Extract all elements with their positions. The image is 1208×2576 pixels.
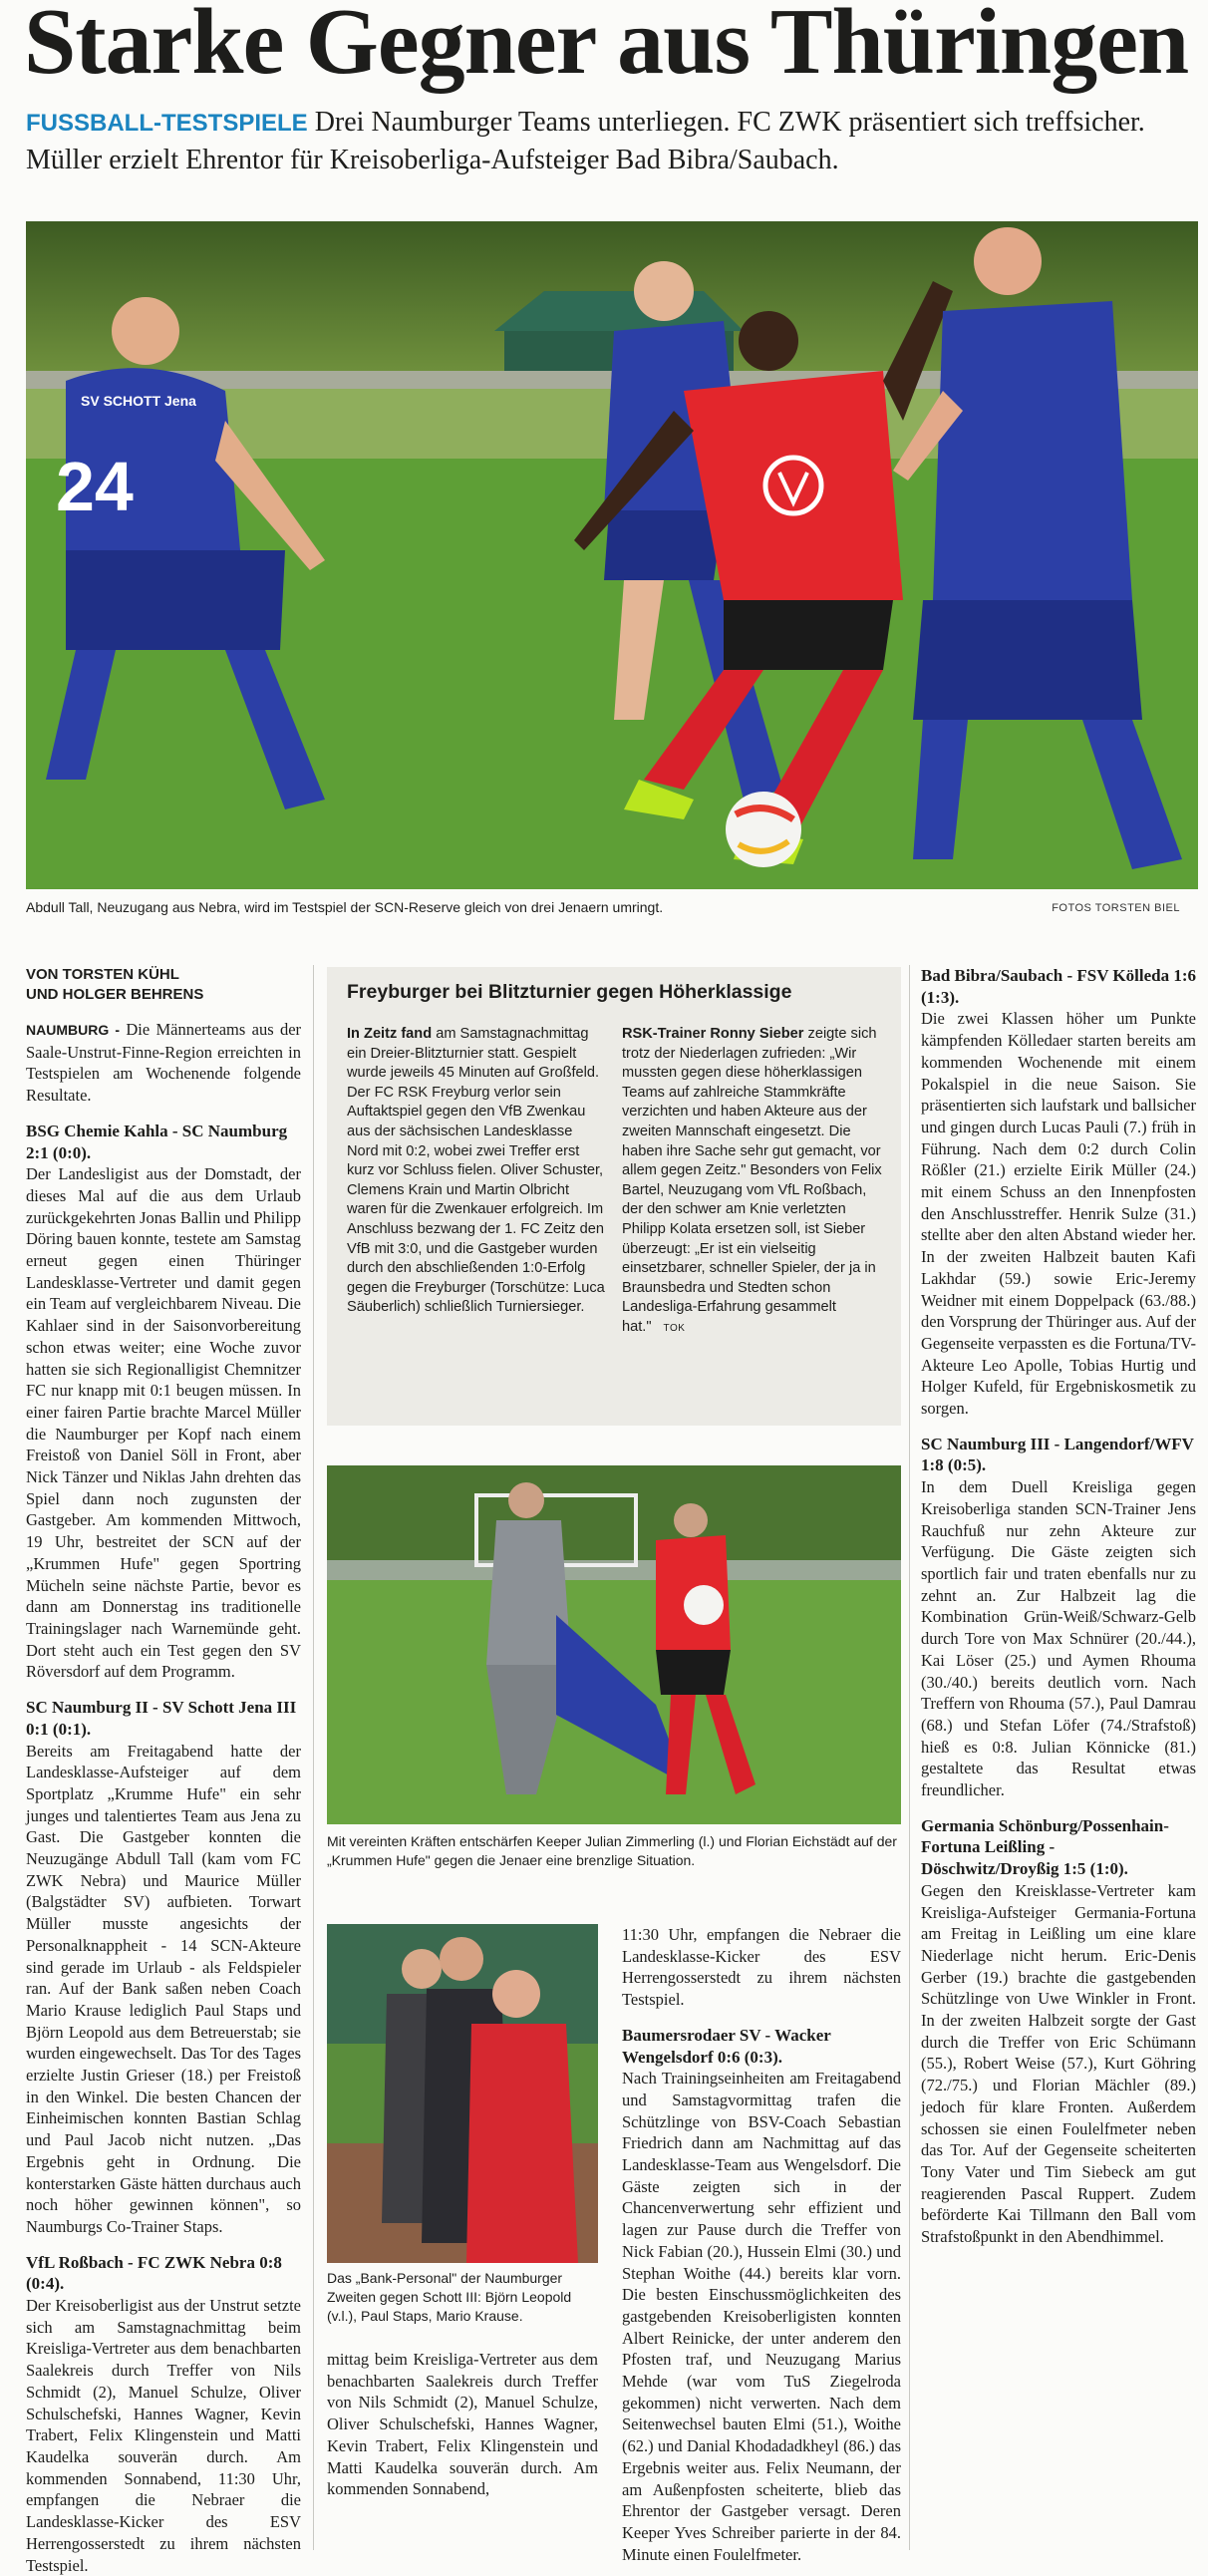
goalkeeper-photo bbox=[327, 1465, 901, 1824]
lede-kicker: FUSSBALL-TESTSPIELE bbox=[26, 110, 308, 137]
section-body: Die zwei Klassen höher um Punkte kämpfenden Kölledaer starten bereits am kommenden Wochenende mit einem Pokalspiel in die neue Saison. Sie präsentierten sich laufstark und ballsicher und gingen durch Lucas Pauli (7.) früh in Führung. Nach dem 0:2 durch Colin Rößler (21.) erzielte Eirik Müller (24.) mit einem Schuss an den Innenpfosten den Anschlusstreffer. Henrik Sulze (31.) stellte aber den alten Abstand wieder her. In der zweiten Halbzeit bauten Kafi Lakhdar (59.) sowie Eric-Jeremy Weidner mit einem Doppelpack (63./88.) den Vorsprung der Thüringer aus. Auf der Gegenseite verpassten es die Fortuna/TV-Akteure Leo Apolle, Tobias Hurtig und Holger Kufeld, für Ergebniskosmetik zu sorgen. bbox=[921, 1009, 1196, 1419]
info-box-right-lead: RSK-Trainer Ronny Sieber bbox=[622, 1026, 804, 1042]
football-match-illustration bbox=[26, 221, 1198, 889]
intro-paragraph bbox=[26, 1019, 301, 1107]
section-heading: SC Naumburg II - SV Schott Jena III 0:1 (0:1). bbox=[26, 1698, 297, 1739]
lede bbox=[26, 104, 1192, 178]
section-heading: Baumersrodaer SV - Wacker Wengelsdorf 0:6 (0:3). bbox=[622, 2025, 831, 2067]
photo-credit: FOTOS TORSTEN BIEL bbox=[1052, 902, 1180, 914]
bench-staff-illustration bbox=[327, 1924, 598, 2263]
section-body: Nach Trainingseinheiten am Freitagabend und Samstagvormittag trafen die Schützlinge von BSV-Coach Sebastian Friedrich dann am Nachmittag auf das Landesklasse-Team aus Wengelsdorf. Die Gäste zeigten sich in der Chancenverwertung sehr effizient und lagen zur Pause durch die Treffer von Nick Fabian (20.), Hussein Elmi (30.) und Stephan Woithe (44.) bereits klar vorn. Die besten Einschussmöglichkeiten des gastgebenden Kreisoberligisten konnten Albert Reinicke, der unter anderem den Pfosten traf, und Neuzugang Marius Mehde (war vom TuS Ziegelroda gekommen) nicht verwerten. Nach dem Seitenwechsel bauten Elmi (51.), Woithe (62.) und Danial Khodadadkheyl (86.) das Ergebnis weiter aus. Felix Neumann, der am Außenpfosten scheiterte, blieb das Ehrentor der Gastgeber versagt. Deren Keeper Yves Schreiber parierte in der 84. Minute einen Foulelfmeter. bbox=[622, 2069, 901, 2564]
section-heading: VfL Roßbach - FC ZWK Nebra 0:8 (0:4). bbox=[26, 2252, 282, 2294]
section-body: Gegen den Kreisklasse-Vertreter kam Kreisliga-Aufsteiger Germania-Fortuna am Freitag in Leißling um eine klare Niederlage nicht herum. Eric-Denis Gerber (19.) brachte die gastgebenden Schützlinge von Uwe Winkler in Front. In der zweiten Halbzeit sorgte der Gast durch die Treffer von Eric Schümann (55.), Robert Weise (57.), Kurt Göhring (72./75.) und Florian Mächler (89.) jedoch für klare Fronten. Außerdem schossen sie einen Foulelfmeter neben das Tor. Auf der Gegenseite scheiterten Tony Vater und Tim Siebeck am gut reagierenden Pascal Ruppert. Zudem beförderte Kai Tillmann den Ball vom Strafstoßpunkt in den Abendhimmel. bbox=[921, 1880, 1196, 2247]
byline-author-1: VON TORSTEN KÜHL bbox=[26, 966, 179, 983]
info-box-right-body: zeigte sich trotz der Niederlagen zufrieden: „Wir mussten gegen diese höherklassigen Teams auf zahlreiche Stammkräfte verzichten und haben Akteure aus der zweiten Mannschaft eingesetzt. Die haben ihre Sache sehr gut gemacht, vor allem gegen Zeitz." Besonders von Felix Bartel, Neuzugang vom VfL Roßbach, der den schwer am Knie verletzten Philipp Kolata ersetzen soll, ist Sieber überzeugt: „Er ist ein vielseitig einsetzbarer, schneller Spieler, der ja in Braunsbedra und Stedten schon Landesliga-Erfahrung gesammelt hat." bbox=[622, 1026, 882, 1335]
goalkeeper-scene-illustration bbox=[327, 1465, 901, 1824]
section-body: In dem Duell Kreisliga gegen Kreisoberliga standen SCN-Trainer Jens Rauchfuß nur zehn Akteure zur Verfügung. Die Gäste zeigten sich sportlich fair und traten ebenfalls nur zu zehnt an. Zur Halbzeit lag die Kombination Grün-Weiß/Schwarz-Gelb durch Tore von Max Schnürer (20./44.), Kai Löser (25.) und Aymen Rhouma (30./40.) bereits deutlich vorn. Nach Treffern von Rhouma (57.), Paul Damrau (68.) und Stefan Löfer (74./Strafstoß) hieß es 0:8. Julian Könnicke (81.) gestaltete das Resultat etwas freundlicher. bbox=[921, 1477, 1196, 1800]
info-box-left-lead: In Zeitz fand bbox=[347, 1026, 433, 1042]
section-heading: Bad Bibra/Saubach - FSV Kölleda 1:6 (1:3). bbox=[921, 966, 1196, 1007]
author-tag: TOK bbox=[663, 1322, 686, 1334]
info-box-right-text bbox=[622, 1025, 883, 1339]
article-column-4 bbox=[921, 965, 1196, 2552]
shirt-text: SV SCHOTT Jena bbox=[81, 393, 196, 409]
column-divider bbox=[909, 965, 910, 2550]
goalkeeper-photo-caption: Mit vereinten Kräften entschärfen Keeper Julian Zimmerling (l.) und Florian Eichstädt auf der „Krummen Hufe" gegen die Jenaer eine brenzlige Situation. bbox=[327, 1833, 897, 1868]
info-box bbox=[327, 967, 901, 1426]
lede-text: Drei Naumburger Teams unterliegen. FC ZWK präsentiert sich treffsicher. Müller erzielt Ehrentor für Kreisoberliga-Aufsteiger Bad Bibra/Saubach. bbox=[26, 107, 1145, 175]
info-box-left-body: am Samstagnachmittag ein Dreier-Blitzturnier statt. Gespielt wurde jeweils 45 Minuten auf Großfeld. Der FC RSK Freyburg verlor sein Auftaktspiel gegen den VfB Zwenkau aus der sächsischen Landesklasse Nord mit 0:2, wobei zwei Treffer erst kurz vor Schluss fielen. Oliver Schuster, Clemens Krain und Martin Olbricht waren für die Zwenkauer erfolgreich. Im Anschluss bezwang der 1. FC Zeitz den VfB mit 3:0, und die Gastgeber wurden durch den abschließenden 1:0-Erfolg gegen die Freyburger (Torschütze: Luca Säuberlich) schließlich Turniersieger. bbox=[347, 1026, 605, 1316]
byline-author-2: UND HOLGER BEHRENS bbox=[26, 986, 204, 1003]
dateline: NAUMBURG - bbox=[26, 1022, 120, 1038]
continued-text: mittag beim Kreisliga-Vertreter aus dem benachbarten Saalekreis durch Treffer von Nils Schmidt (2), Manuel Schulze, Oliver Schulschefski, Hannes Wagner, Kevin Trabert, Felix Klingenstein und Matti Kaudelka souverän durch. Am kommenden Sonnabend, bbox=[327, 2350, 598, 2499]
bench-staff-photo-caption: Das „Bank-Personal" der Naumburger Zweiten gegen Schott III: Björn Leopold (v.l.), Paul Staps, Mario Krause. bbox=[327, 2270, 572, 2324]
info-box-left-text bbox=[347, 1025, 608, 1318]
section-heading: Germania Schönburg/Possenhain-Fortuna Leißling - Döschwitz/Droyßig 1:5 (1:0). bbox=[921, 1815, 1169, 1879]
section-body: Der Kreisoberligist aus der Unstrut setzte sich am Samstagnachmittag beim Kreisliga-Vertreter aus dem benachbarten Saalekreis durch Treffer von Nils Schmidt (2), Manuel Schulze, Oliver Schulschefski, Hannes Wagner, Kevin Trabert, Felix Klingenstein und Matti Kaudelka souverän durch. Am kommenden Sonnabend, 11:30 Uhr, empfangen die Nebraer die Landesklasse-Kicker des ESV Herrengosserstedt zu ihrem nächsten Testspiel. bbox=[26, 2296, 301, 2575]
byline bbox=[26, 965, 301, 1005]
section-heading: BSG Chemie Kahla - SC Naumburg 2:1 (0:0). bbox=[26, 1121, 288, 1162]
intro-text: Die Männerteams aus der Saale-Unstrut-Finne-Region erreichten in Testspielen am Wochenende folgende Resultate. bbox=[26, 1020, 302, 1106]
bench-staff-photo bbox=[327, 1924, 598, 2263]
main-photo bbox=[26, 221, 1198, 889]
article-column-2 bbox=[327, 2349, 598, 2552]
continued-text: 11:30 Uhr, empfangen die Nebraer die Landesklasse-Kicker des ESV Herrengosserstedt zu ihrem nächsten Testspiel. bbox=[622, 1925, 901, 2010]
main-photo-caption: Abdull Tall, Neuzugang aus Nebra, wird im Testspiel der SCN-Reserve gleich von drei Jenaern umringt. bbox=[26, 899, 664, 915]
shirt-number: 24 bbox=[56, 448, 134, 525]
headline: Starke Gegner aus Thüringen bbox=[24, 0, 1189, 94]
column-divider bbox=[313, 965, 314, 2550]
article-column-3 bbox=[622, 1924, 901, 2564]
article-column-1 bbox=[26, 965, 301, 2576]
section-body: Bereits am Freitagabend hatte der Landesklasse-Aufsteiger auf dem Sportplatz „Krumme Hufe" ein sehr junges und talentiertes Team aus Jena zu Gast. Die Gastgeber konnten die Neuzugänge Abdull Tall (kam vom FC ZWK Nebra) und Maurice Müller (Balgstädter SV) aufbieten. Torwart Müller musste angesichts der Personalknappheit - 14 SCN-Akteure sind gerade im Urlaub - als Feldspieler ran. Auf der Bank saßen neben Coach Mario Krause lediglich Paul Staps und Björn Leopold aus dem Betreuerstab; sie wurden eingewechselt. Das Tor des Tages erzielte Justin Grieser (18.) per Freistoß in den Winkel. Die besten Chancen der Einheimischen konnten Bastian Schlag und Paul Jacob nicht nutzen. „Das Ergebnis geht in Ordnung. Die konterstarken Gäste hätten durchaus auch noch höher gewinnen können", so Naumburgs Co-Trainer Staps. bbox=[26, 1741, 301, 2236]
section-heading: SC Naumburg III - Langendorf/WFV 1:8 (0:5). bbox=[921, 1434, 1194, 1475]
info-box-title: Freyburger bei Blitzturnier gegen Höherklassige bbox=[347, 981, 792, 1003]
section-body: Der Landesligist aus der Domstadt, der dieses Mal auf die aus dem Urlaub zurückgekehrten Jonas Ballin und Philipp Döring bauen konnte, testete am Samstag erneut gegen einen Thüringer Landesklasse-Vertreter und damit gegen ein Team auf vergleichbarem Niveau. Die Kahlaer sind in der Saisonvorbereitung schon etwas weiter; eine Woche zuvor hatten sie sich Regionalligist Chemnitzer FC nur knapp mit 0:1 beugen müssen. In einer fairen Partie brachte Marcel Müller die Naumburger per Kopf nach einem Freistoß von Daniel Söll in Front, aber Nick Tänzer und Niklas Jahn drehten das Spiel dann noch zugunsten der Gastgeber. Am kommenden Mittwoch, 19 Uhr, bestreitet der SCN auf der „Krummen Hufe" gegen Sportring Mücheln seine nächste Partie, bevor es dann am Donnerstag ins traditionelle Trainingslager nach Warnemünde geht. Dort steht auch ein Test gegen den SV Röversdorf auf dem Programm. bbox=[26, 1164, 301, 1682]
